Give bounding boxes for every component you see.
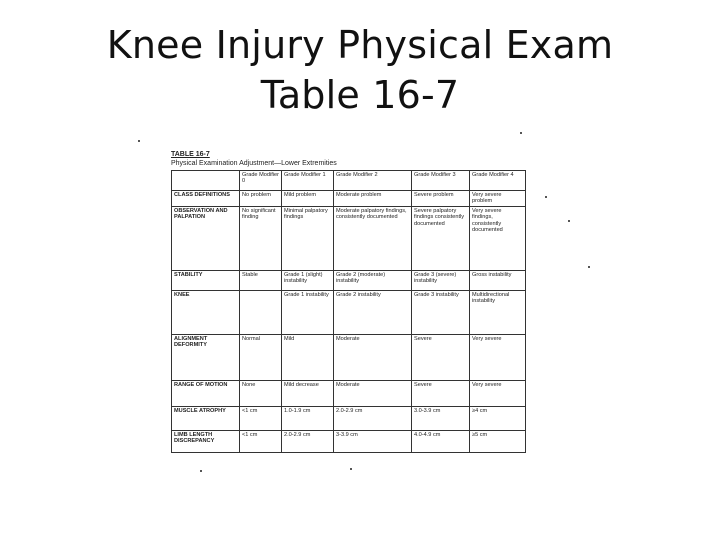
table-cell: Moderate palpatory findings, consistently documented: [334, 207, 412, 271]
table-caption-title: Physical Examination Adjustment—Lower Extremities: [171, 160, 337, 167]
table-cell-highlighted: Mild decrease: [282, 381, 334, 407]
table-cell: Severe problem: [412, 191, 470, 207]
header-cell: [172, 171, 240, 191]
table-cell: Grade 3 (severe) instability: [412, 271, 470, 291]
table-cell: Mild: [282, 335, 334, 381]
row-label: LIMB LENGTH DISCREPANCY: [172, 431, 240, 453]
table-cell: ≥4 cm: [470, 407, 526, 431]
scanned-table-image: [168, 150, 530, 458]
table-cell: Grade 1 (slight) instability: [282, 271, 334, 291]
header-cell: Grade Modifier 2: [334, 171, 412, 191]
table-cell: Gross instability: [470, 271, 526, 291]
scan-speck: [568, 220, 570, 222]
table-cell: Normal: [240, 335, 282, 381]
table-cell: No significant finding: [240, 207, 282, 271]
table-cell: 2.0-2.9 cm: [282, 431, 334, 453]
table-cell: <1 cm: [240, 431, 282, 453]
table-row: [172, 271, 526, 291]
row-label: KNEE: [172, 291, 240, 335]
table-cell: 1.0-1.9 cm: [282, 407, 334, 431]
header-cell: Grade Modifier 3: [412, 171, 470, 191]
row-label: RANGE OF MOTION: [172, 381, 240, 407]
table-row: [172, 381, 526, 407]
table-cell: Grade 2 instability: [334, 291, 412, 335]
table-cell: [240, 291, 282, 335]
table-cell: Very severe: [470, 335, 526, 381]
header-cell: Grade Modifier 4: [470, 171, 526, 191]
table-cell: 4.0-4.9 cm: [412, 431, 470, 453]
table-cell: Moderate: [334, 381, 412, 407]
table-cell: ≥5 cm: [470, 431, 526, 453]
physical-exam-table: [171, 170, 526, 453]
row-label: OBSERVATION AND PALPATION: [172, 207, 240, 271]
row-label: CLASS DEFINITIONS: [172, 191, 240, 207]
scan-speck: [588, 266, 590, 268]
header-cell: Grade Modifier 1: [282, 171, 334, 191]
table-row: [172, 291, 526, 335]
table-cell: 3-3.9 cm: [334, 431, 412, 453]
table-cell: Very severe: [470, 381, 526, 407]
scan-speck: [520, 132, 522, 134]
table-cell: Moderate problem: [334, 191, 412, 207]
table-cell: Moderate: [334, 335, 412, 381]
table-cell: 2.0-2.9 cm: [334, 407, 412, 431]
table-cell: Severe: [412, 381, 470, 407]
table-row: [172, 207, 526, 271]
table-cell: Grade 1 instability: [282, 291, 334, 335]
slide-title-line-2: Table 16-7: [260, 73, 460, 117]
table-cell: Grade 2 (moderate) instability: [334, 271, 412, 291]
table-row: [172, 335, 526, 381]
header-cell: Grade Modifier 0: [240, 171, 282, 191]
row-label: MUSCLE ATROPHY: [172, 407, 240, 431]
table-cell: Grade 3 instability: [412, 291, 470, 335]
table-cell: None: [240, 381, 282, 407]
table-header-row: [172, 171, 526, 191]
table-row: [172, 191, 526, 207]
scan-speck: [350, 468, 352, 470]
table-cell: <1 cm: [240, 407, 282, 431]
scan-speck: [545, 196, 547, 198]
table-row: [172, 407, 526, 431]
row-label: STABILITY: [172, 271, 240, 291]
table-cell: Severe: [412, 335, 470, 381]
slide-title-line-1: Knee Injury Physical Exam: [106, 23, 614, 67]
table-cell: Mild problem: [282, 191, 334, 207]
scan-speck: [138, 140, 140, 142]
table-cell: Severe palpatory findings consistently documented: [412, 207, 470, 271]
table-cell: Multidirectional instability: [470, 291, 526, 335]
scan-speck: [200, 470, 202, 472]
table-cell: No problem: [240, 191, 282, 207]
table-cell: Very severe findings, consistently documented: [470, 207, 526, 271]
table-row: [172, 431, 526, 453]
table-cell: 3.0-3.9 cm: [412, 407, 470, 431]
table-cell: Minimal palpatory findings: [282, 207, 334, 271]
table-cell: Stable: [240, 271, 282, 291]
table-cell: Very severe problem: [470, 191, 526, 207]
table-caption-number: TABLE 16-7: [171, 151, 210, 158]
row-label: ALIGNMENT DEFORMITY: [172, 335, 240, 381]
